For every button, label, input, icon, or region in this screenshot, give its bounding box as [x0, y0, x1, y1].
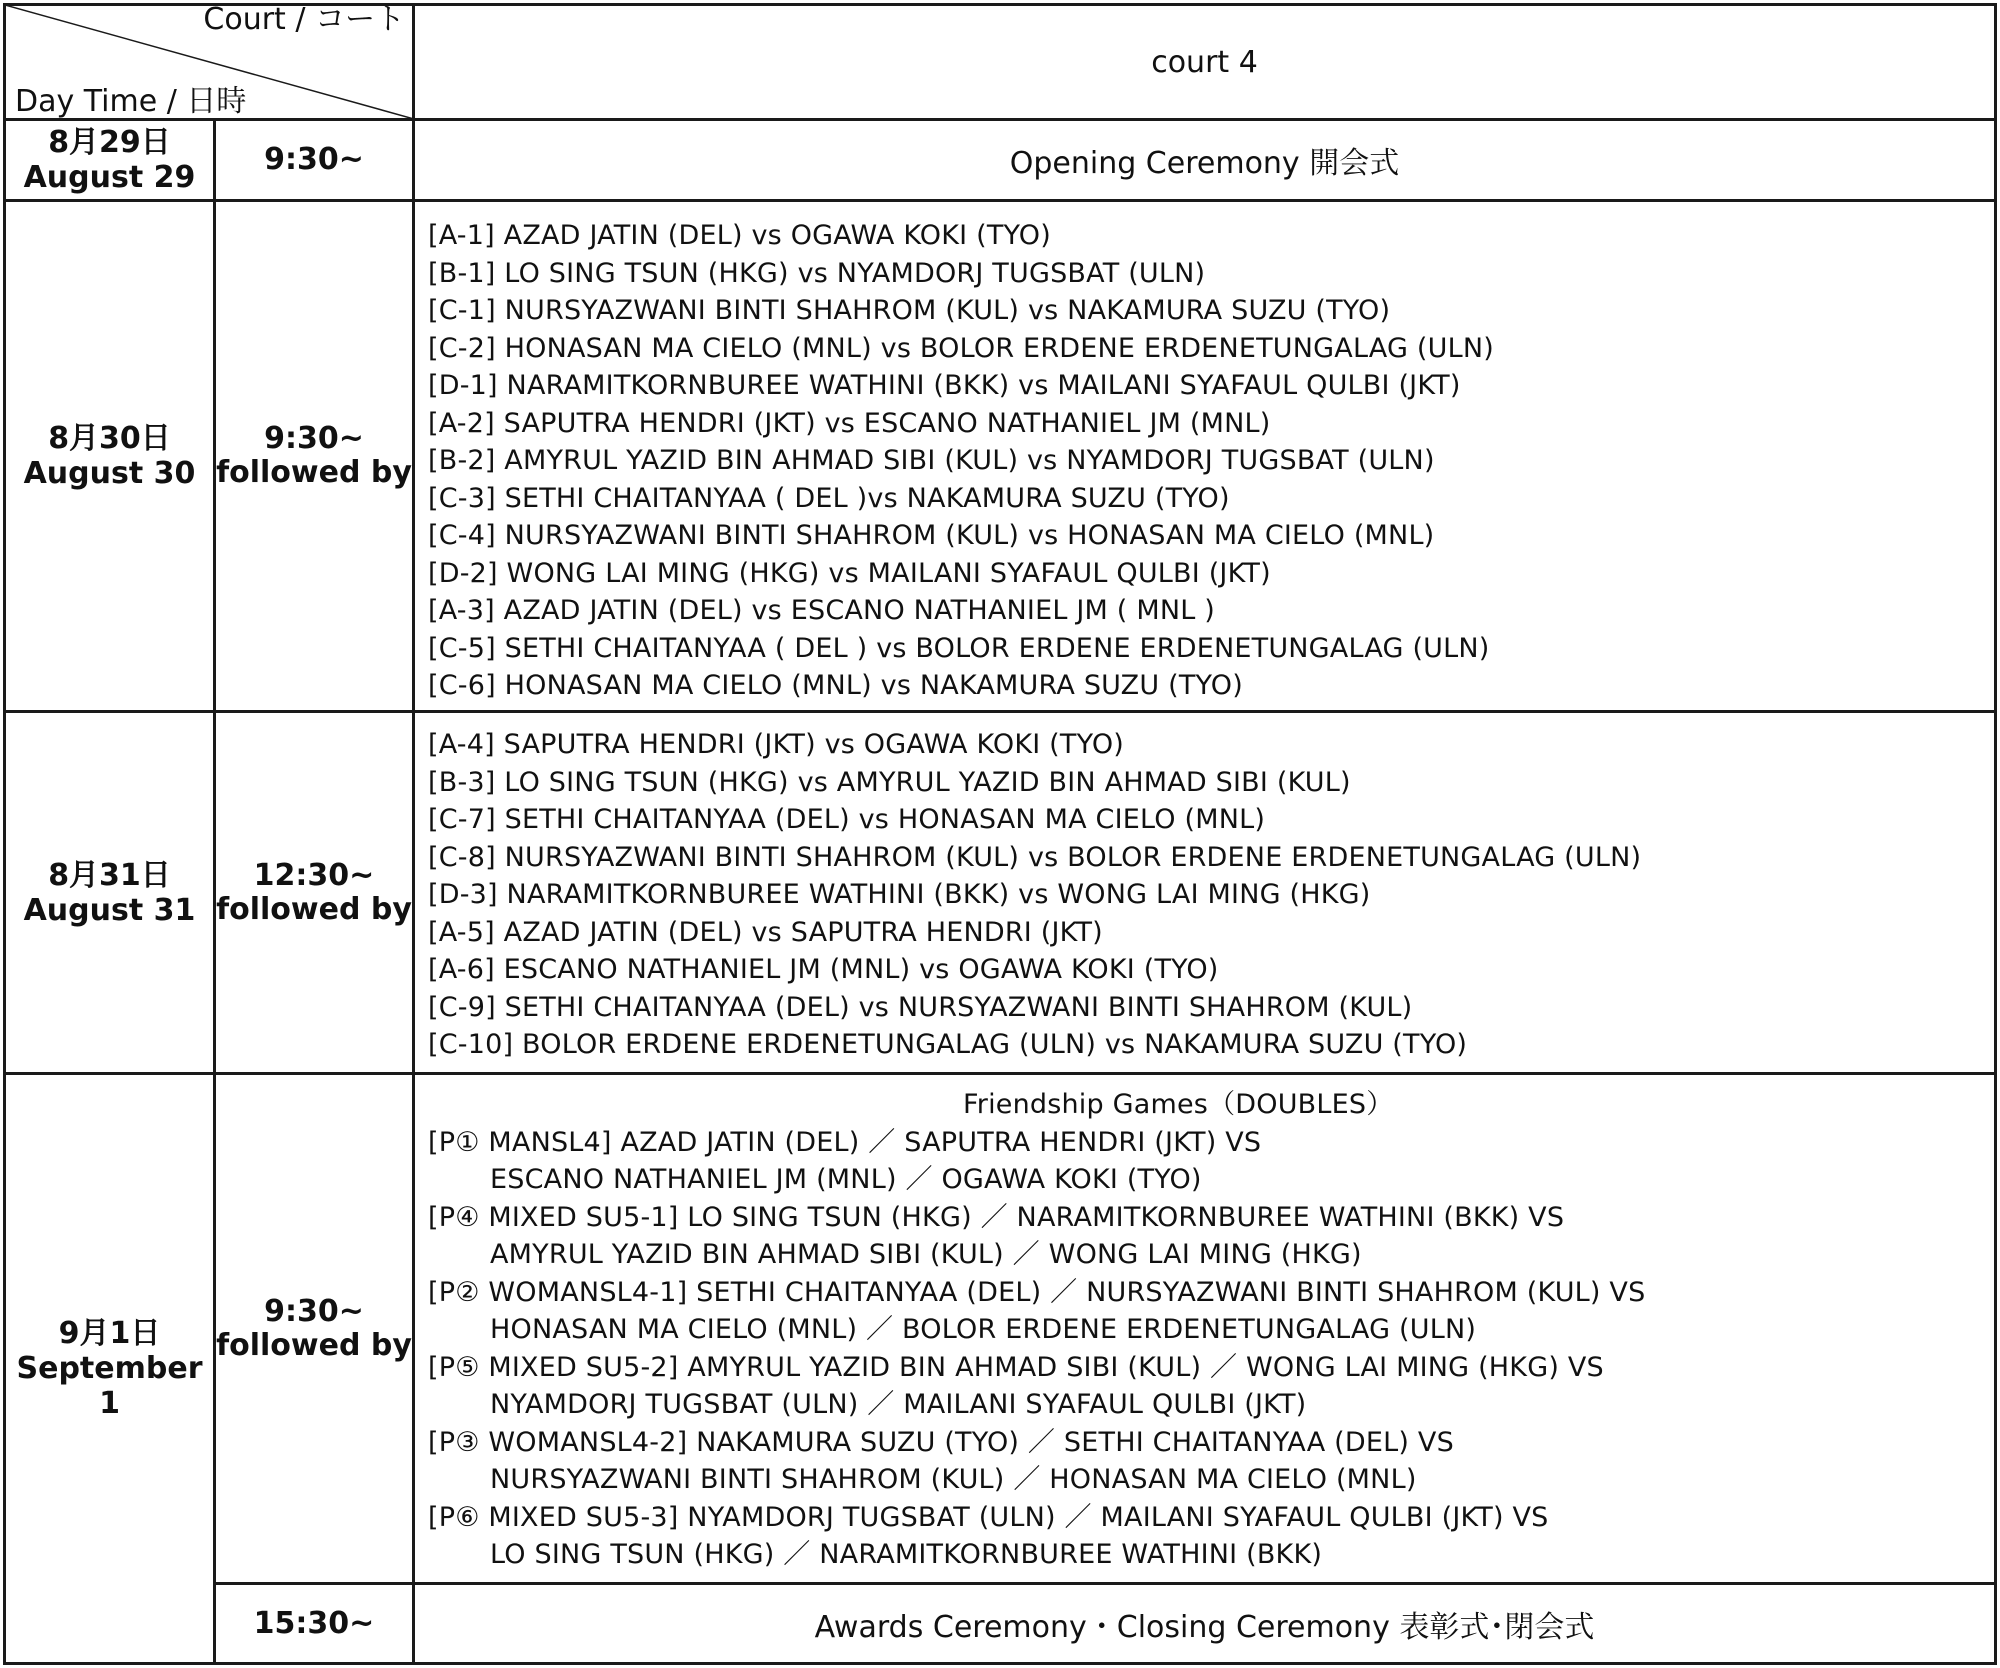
match-entry: [B-1] LO SING TSUN (HKG) vs NYAMDORJ TUGSBAT (ULN): [428, 257, 1206, 289]
followed-by: followed by: [216, 891, 412, 927]
match-entry: [C-5] SETHI CHAITANYAA ( DEL ) vs BOLOR ERDENE ERDENETUNGALAG (ULN): [428, 632, 1490, 664]
start-time: 9:30~: [264, 142, 364, 177]
match-entry: [C-10] BOLOR ERDENE ERDENETUNGALAG (ULN) vs NAKAMURA SUZU (TYO): [428, 1029, 1468, 1060]
day-en: August 31: [23, 892, 196, 928]
followed-by: followed by: [216, 1327, 412, 1363]
match-entry: [A-3] AZAD JATIN (DEL) vs ESCANO NATHANIEL JM ( MNL ): [428, 595, 1215, 626]
time-cell-sep1: [216, 1075, 412, 1582]
start-time: 15:30~: [253, 1605, 375, 1641]
match-entry: [C-6] HONASAN MA CIELO (MNL) vs NAKAMURA SUZU (TYO): [428, 670, 1243, 701]
border-right: [1994, 3, 1997, 1665]
doubles-match-line2: AMYRUL YAZID BIN AHMAD SIBI (KUL) ／ WONG LAI MING (HKG): [490, 1239, 1362, 1270]
followed-by: followed by: [216, 455, 412, 490]
time-cell-aug31: [216, 713, 412, 1072]
match-entry: [A-1] AZAD JATIN (DEL) vs OGAWA KOKI (TYO): [428, 220, 1051, 251]
match-entry: [A-2] SAPUTRA HENDRI (JKT) vs ESCANO NATHANIEL JM (MNL): [428, 407, 1271, 439]
match-entry: [D-2] WONG LAI MING (HKG) vs MAILANI SYAFAUL QULBI (JKT): [428, 557, 1271, 589]
match-entry: [A-4] SAPUTRA HENDRI (JKT) vs OGAWA KOKI (TYO): [428, 729, 1125, 760]
time-cell-aug30: [216, 202, 412, 710]
doubles-match-line1: [P⑤ MIXED SU5-2] AMYRUL YAZID BIN AHMAD SIBI (KUL) ／ WONG LAI MING (HKG) VS: [428, 1351, 1604, 1383]
doubles-match-line1: [P③ WOMANSL4-2] NAKAMURA SUZU (TYO) ／ SETHI CHAITANYAA (DEL) VS: [428, 1426, 1454, 1458]
doubles-match-line1: [P④ MIXED SU5-1] LO SING TSUN (HKG) ／ NARAMITKORNBUREE WATHINI (BKK) VS: [428, 1201, 1565, 1233]
match-entry: [C-8] NURSYAZWANI BINTI SHAHROM (KUL) vs BOLOR ERDENE ERDENETUNGALAG (ULN): [428, 841, 1642, 873]
match-entry: [D-1] NARAMITKORNBUREE WATHINI (BKK) vs MAILANI SYAFAUL QULBI (JKT): [428, 370, 1461, 401]
day-cell-aug30: [6, 202, 213, 710]
match-list-aug31: [428, 726, 1988, 1064]
doubles-title: Friendship Games（DOUBLES）: [963, 1089, 1394, 1120]
match-entry: [B-2] AMYRUL YAZID BIN AHMAD SIBI (KUL) vs NYAMDORJ TUGSBAT (ULN): [428, 445, 1435, 476]
doubles-match-line2: NURSYAZWANI BINTI SHAHROM (KUL) ／ HONASAN MA CIELO (MNL): [490, 1464, 1417, 1495]
day-en: September 1: [16, 1351, 203, 1421]
day-en: August 29: [23, 160, 196, 195]
match-entry: [C-4] NURSYAZWANI BINTI SHAHROM (KUL) vs HONASAN MA CIELO (MNL): [428, 520, 1435, 551]
match-entry: [C-9] SETHI CHAITANYAA (DEL) vs NURSYAZWANI BINTI SHAHROM (KUL): [428, 991, 1413, 1023]
doubles-match-line2: LO SING TSUN (HKG) ／ NARAMITKORNBUREE WATHINI (BKK): [490, 1539, 1323, 1570]
court-column-label: Court / コート: [203, 2, 405, 37]
time-cell-aug29: [216, 121, 412, 199]
day-cell-aug31: [6, 713, 213, 1072]
match-entry: [C-2] HONASAN MA CIELO (MNL) vs BOLOR ERDENE ERDENETUNGALAG (ULN): [428, 332, 1494, 364]
start-time: 9:30~: [264, 421, 364, 456]
doubles-match-line2: ESCANO NATHANIEL JM (MNL) ／ OGAWA KOKI (TYO): [490, 1164, 1202, 1195]
start-time: 9:30~: [264, 1293, 364, 1329]
doubles-match-line2: HONASAN MA CIELO (MNL) ／ BOLOR ERDENE ERDENETUNGALAG (ULN): [490, 1314, 1477, 1345]
match-entry: [C-1] NURSYAZWANI BINTI SHAHROM (KUL) vs NAKAMURA SUZU (TYO): [428, 295, 1391, 326]
time-cell-closing: [216, 1585, 412, 1662]
match-entry: [A-6] ESCANO NATHANIEL JM (MNL) vs OGAWA KOKI (TYO): [428, 954, 1219, 985]
court-name: court 4: [1151, 44, 1258, 80]
closing-ceremony: Awards Ceremony・Closing Ceremony 表彰式･閉会式: [814, 1609, 1595, 1645]
day-cell-sep1: [6, 1075, 213, 1662]
doubles-match-line1: [P② WOMANSL4-1] SETHI CHAITANYAA (DEL) ／ NURSYAZWANI BINTI SHAHROM (KUL) VS: [428, 1276, 1646, 1308]
match-entry: [D-3] NARAMITKORNBUREE WATHINI (BKK) vs WONG LAI MING (HKG): [428, 879, 1371, 910]
day-jp: 9月1日: [58, 1316, 161, 1351]
day-jp: 8月30日: [48, 421, 171, 456]
daytime-column-label: Day Time / 日時: [15, 84, 247, 119]
doubles-list-sep1: [428, 1086, 1988, 1574]
match-entry: [C-7] SETHI CHAITANYAA (DEL) vs HONASAN MA CIELO (MNL): [428, 804, 1266, 835]
match-entry: [B-3] LO SING TSUN (HKG) vs AMYRUL YAZID BIN AHMAD SIBI (KUL): [428, 766, 1351, 798]
col-divider-time: [412, 3, 415, 1665]
match-list-aug30: [428, 217, 1988, 705]
day-cell-aug29: [6, 121, 213, 199]
start-time: 12:30~: [253, 857, 375, 893]
day-jp: 8月29日: [48, 125, 171, 160]
doubles-match-line1: [P⑥ MIXED SU5-3] NYAMDORJ TUGSBAT (ULN) ／ MAILANI SYAFAUL QULBI (JKT) VS: [428, 1501, 1549, 1533]
doubles-match-line1: [P① MANSL4] AZAD JATIN (DEL) ／ SAPUTRA HENDRI (JKT) VS: [428, 1126, 1262, 1158]
day-jp: 8月31日: [48, 857, 171, 893]
doubles-match-line2: NYAMDORJ TUGSBAT (ULN) ／ MAILANI SYAFAUL QULBI (JKT): [490, 1389, 1307, 1420]
day-en: August 30: [23, 456, 196, 491]
match-entry: [A-5] AZAD JATIN (DEL) vs SAPUTRA HENDRI (JKT): [428, 916, 1103, 948]
opening-ceremony: Opening Ceremony 開会式: [1009, 146, 1400, 181]
match-entry: [C-3] SETHI CHAITANYAA ( DEL )vs NAKAMURA SUZU (TYO): [428, 482, 1230, 514]
border-bottom: [3, 1662, 1997, 1665]
